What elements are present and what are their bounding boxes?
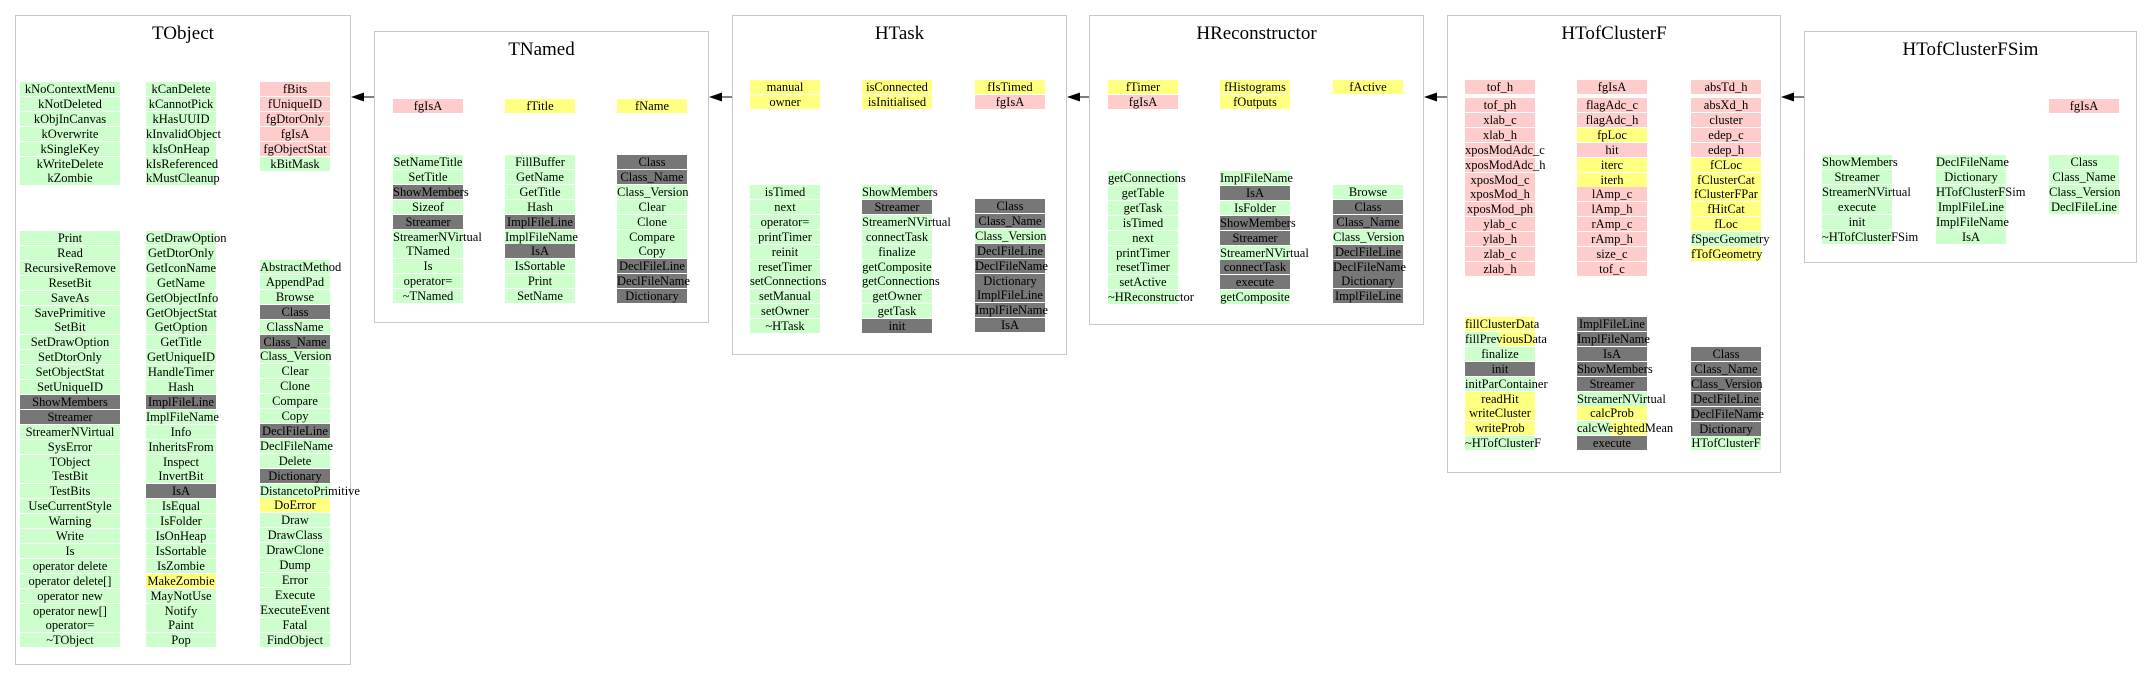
member-htask: isInitialised: [862, 95, 932, 109]
member-tnamed: FillBuffer: [505, 155, 575, 169]
member-htask: Class_Version: [975, 228, 1047, 243]
member-htask: printTimer: [750, 230, 820, 244]
member-tobject: GetDtorOnly: [146, 246, 216, 260]
member-tobject: operator new[]: [20, 604, 120, 618]
member-tobject: FindObject: [260, 633, 330, 647]
member-htofcf: writeCluster: [1465, 406, 1535, 420]
member-tnamed: fTitle: [505, 99, 575, 113]
member-tobject: MakeZombie: [147, 573, 215, 588]
member-tnamed: Class: [617, 155, 687, 169]
member-tobject: GetUniqueID: [146, 350, 216, 365]
member-htask: ShowMembers: [862, 185, 938, 199]
member-tobject: HandleTimer: [147, 365, 215, 380]
member-tobject: Write: [20, 529, 120, 543]
member-htofcf: fLoc: [1691, 217, 1761, 231]
member-tnamed: Is: [393, 259, 463, 273]
member-tobject: Fatal: [260, 618, 330, 632]
member-tobject: GetIconName: [146, 260, 217, 275]
member-tobject: DoError: [260, 498, 330, 512]
member-tobject: DeclFileLine: [260, 424, 330, 438]
member-htofcf: fCLoc: [1691, 158, 1761, 172]
member-tobject: TestBit: [20, 469, 120, 483]
member-tobject: fgIsA: [260, 127, 330, 141]
member-tnamed: operator=: [393, 274, 463, 288]
member-tobject: ImplFileLine: [146, 395, 216, 409]
member-htofcfsim: StreamerNVirtual: [1822, 184, 1911, 199]
member-hrecon: resetTimer: [1108, 260, 1178, 274]
member-htask: next: [750, 200, 820, 214]
member-htofcf: xposModAdc_h: [1465, 157, 1546, 172]
member-tobject: SysError: [20, 440, 120, 454]
member-tobject: fgDtorOnly: [260, 112, 330, 126]
member-tobject: ShowMembers: [20, 395, 120, 409]
member-hrecon: ~HReconstructor: [1108, 290, 1194, 305]
member-htofcf: writeProb: [1465, 421, 1535, 435]
member-tobject: operator new: [20, 589, 120, 603]
member-tobject: fUniqueID: [260, 97, 330, 111]
member-tnamed: StreamerNVirtual: [393, 229, 482, 244]
member-tobject: ~TObject: [20, 633, 120, 647]
member-htask: setManual: [750, 289, 820, 303]
member-htofcf: fillPreviousData: [1465, 331, 1547, 346]
member-tnamed: Copy: [617, 244, 687, 258]
member-hrecon: ImplFileName: [1220, 171, 1293, 185]
member-htask: fIsTimed: [975, 80, 1045, 94]
member-htask: Class_Name: [975, 214, 1045, 228]
member-hrecon: Streamer: [1220, 231, 1290, 245]
member-tobject: Is: [20, 544, 120, 558]
member-hrecon: Class_Name: [1333, 215, 1403, 229]
member-tobject: Read: [20, 246, 120, 260]
member-tnamed: DeclFileLine: [617, 259, 687, 273]
member-tobject: IsA: [146, 484, 216, 498]
member-tobject: kIsReferenced: [146, 156, 219, 171]
member-tobject: Compare: [260, 394, 330, 408]
member-tobject: SavePrimitive: [20, 306, 120, 320]
member-htofcfsim: Streamer: [1822, 170, 1892, 184]
member-htask: Class: [975, 199, 1045, 213]
member-tobject: GetName: [146, 276, 216, 290]
member-htofcf: cluster: [1691, 113, 1761, 127]
member-htofcf: lAmp_c: [1577, 187, 1647, 201]
member-tobject: InvertBit: [146, 469, 216, 483]
member-htofcfsim: fgIsA: [2049, 99, 2119, 113]
member-hrecon: fOutputs: [1220, 95, 1290, 109]
member-tobject: GetObjectStat: [146, 305, 217, 320]
member-tobject: TObject: [20, 455, 120, 469]
member-tobject: ClassName: [260, 320, 330, 334]
member-htofcf: xposModAdc_c: [1465, 142, 1545, 157]
member-hrecon: execute: [1220, 275, 1290, 289]
member-tobject: Browse: [260, 290, 330, 304]
member-htofcfsim: ImplFileLine: [1936, 200, 2006, 214]
member-htofcf: rAmp_c: [1577, 217, 1647, 231]
member-tnamed: fgIsA: [393, 99, 463, 113]
member-htofcf: readHit: [1465, 392, 1535, 406]
member-htofcf: Streamer: [1577, 377, 1647, 391]
member-htofcf: fHitCat: [1691, 202, 1761, 216]
member-htofcf: hit: [1577, 143, 1647, 157]
member-htofcf: zlab_h: [1465, 262, 1535, 276]
member-htofcf: xlab_c: [1465, 113, 1535, 127]
member-htofcf: DeclFileLine: [1691, 392, 1761, 406]
member-tobject: DrawClone: [260, 543, 330, 557]
member-tobject: MayNotUse: [146, 589, 216, 603]
class-title-htofcfsim: HTofClusterFSim: [1902, 39, 2039, 60]
member-htask: init: [862, 319, 932, 333]
member-tobject: Draw: [260, 513, 330, 527]
member-htofcf: fillClusterData: [1465, 317, 1540, 331]
member-htofcf: xposMod_h: [1465, 187, 1535, 201]
member-htask: Streamer: [862, 200, 932, 214]
member-tobject: Dictionary: [260, 469, 330, 483]
member-hrecon: getTable: [1108, 186, 1178, 200]
member-tobject: Error: [260, 573, 330, 587]
member-tnamed: Class_Name: [617, 170, 687, 184]
member-hrecon: IsA: [1220, 186, 1290, 200]
member-tobject: GetTitle: [146, 335, 216, 349]
member-htofcf: tof_h: [1465, 80, 1535, 94]
member-tobject: Execute: [260, 588, 330, 602]
member-tobject: kNotDeleted: [20, 97, 120, 111]
member-htofcf: fTofGeometry: [1691, 247, 1763, 261]
member-htofcf: fpLoc: [1577, 128, 1647, 142]
member-htofcfsim: IsA: [1936, 230, 2006, 244]
member-tobject: Delete: [260, 454, 330, 468]
member-htask: setOwner: [750, 304, 820, 318]
member-htask: finalize: [862, 245, 932, 259]
member-hrecon: isTimed: [1108, 216, 1178, 230]
member-hrecon: Dictionary: [1333, 274, 1403, 288]
member-tobject: GetDrawOption: [146, 231, 227, 245]
member-htask: DeclFileLine: [975, 244, 1045, 258]
member-htask: ImplFileName: [975, 303, 1048, 318]
member-htofcf: edep_c: [1691, 128, 1761, 142]
member-tobject: IsOnHeap: [146, 529, 216, 543]
member-htofcf: Dictionary: [1691, 422, 1761, 436]
member-tnamed: Streamer: [393, 215, 463, 229]
member-htofcfsim: Class_Version: [2049, 184, 2121, 199]
member-htofcfsim: Class_Name: [2049, 170, 2119, 184]
member-tobject: AppendPad: [260, 275, 330, 289]
member-tobject: kObjInCanvas: [20, 112, 120, 126]
member-hrecon: ImplFileLine: [1333, 289, 1403, 303]
member-htofcf: lAmp_h: [1577, 202, 1647, 216]
member-tnamed: Clear: [617, 200, 687, 214]
class-title-htofcf: HTofClusterF: [1561, 23, 1667, 44]
member-tobject: kInvalidObject: [146, 126, 221, 141]
member-hrecon: StreamerNVirtual: [1220, 245, 1309, 260]
member-htofcf: absXd_h: [1691, 98, 1761, 112]
member-tnamed: Sizeof: [393, 200, 463, 214]
member-tobject: ExecuteEvent: [260, 602, 330, 617]
member-tnamed: Clone: [617, 215, 687, 229]
member-htofcf: xposMod_ph: [1465, 202, 1535, 216]
member-htofcf: fClusterFPar: [1691, 187, 1761, 201]
member-tobject: DrawClass: [260, 528, 330, 542]
member-tnamed: Hash: [505, 200, 575, 214]
member-hrecon: getComposite: [1220, 290, 1290, 305]
member-tnamed: SetName: [505, 289, 575, 303]
member-htask: operator=: [750, 215, 820, 229]
member-tobject: SetDrawOption: [20, 335, 120, 349]
member-tobject: Class_Version: [260, 349, 332, 364]
member-htask: ~HTask: [750, 319, 820, 333]
member-tobject: IsZombie: [146, 559, 216, 573]
member-tobject: Class: [260, 305, 330, 319]
member-tnamed: Compare: [617, 230, 687, 244]
member-tobject: operator delete[]: [20, 574, 120, 588]
member-hrecon: fHistograms: [1220, 80, 1290, 94]
member-tnamed: ImplFileLine: [505, 215, 575, 229]
member-htofcf: fgIsA: [1577, 80, 1647, 94]
member-htask: resetTimer: [750, 260, 820, 274]
member-hrecon: getConnections: [1108, 171, 1186, 185]
member-htofcfsim: DeclFileName: [1936, 155, 2009, 169]
member-htofcfsim: ShowMembers: [1822, 155, 1898, 169]
member-htofcf: StreamerNVirtual: [1577, 391, 1666, 406]
member-tnamed: IsA: [505, 244, 575, 258]
inheritance-arrow-head: [1781, 93, 1794, 102]
member-tnamed: Dictionary: [617, 289, 687, 303]
member-htofcf: DeclFileName: [1691, 406, 1764, 421]
member-tnamed: fName: [617, 99, 687, 113]
member-htask: reinit: [750, 245, 820, 259]
member-hrecon: DeclFileName: [1333, 259, 1406, 274]
member-htask: getTask: [862, 304, 932, 318]
member-htofcf: finalize: [1465, 347, 1535, 361]
member-htask: fgIsA: [975, 95, 1045, 109]
member-tobject: operator=: [20, 618, 120, 632]
member-hrecon: Class_Version: [1333, 229, 1405, 244]
inheritance-arrow-head: [709, 93, 722, 102]
member-tobject: Pop: [146, 633, 216, 647]
member-htask: isTimed: [750, 185, 820, 199]
member-tobject: Clear: [260, 364, 330, 378]
member-htofcf: iterc: [1577, 158, 1647, 172]
member-tobject: Copy: [260, 409, 330, 423]
member-htofcfsim: init: [1822, 215, 1892, 229]
member-tobject: IsFolder: [146, 514, 216, 528]
member-htofcf: calcWeightedMean: [1577, 421, 1674, 436]
member-tobject: kSingleKey: [20, 142, 120, 156]
member-tobject: TestBits: [20, 484, 120, 498]
member-tobject: Inspect: [146, 455, 216, 469]
member-hrecon: DeclFileLine: [1333, 245, 1403, 259]
member-tobject: InheritsFrom: [146, 440, 216, 454]
member-hrecon: connectTask: [1220, 260, 1290, 274]
member-tobject: kNoContextMenu: [20, 82, 120, 96]
member-htofcf: ylab_c: [1465, 217, 1535, 231]
member-htask: ImplFileLine: [975, 288, 1045, 302]
member-tnamed: Class_Version: [617, 184, 689, 199]
inheritance-arrow-head: [351, 93, 364, 102]
member-tnamed: DeclFileName: [617, 274, 690, 289]
member-hrecon: fTimer: [1108, 80, 1178, 94]
member-htofcf: tof_ph: [1465, 98, 1535, 112]
member-tobject: kCanDelete: [146, 82, 216, 96]
member-htask: isConnected: [862, 80, 932, 94]
member-hrecon: fActive: [1333, 80, 1403, 94]
member-tobject: Info: [146, 425, 216, 439]
member-tobject: kIsOnHeap: [146, 142, 216, 156]
member-htofcf: Class_Name: [1691, 362, 1761, 376]
member-tobject: RecursiveRemove: [20, 261, 120, 275]
member-tobject: kWriteDelete: [20, 157, 120, 171]
class-title-htask: HTask: [874, 23, 925, 44]
member-tobject: GetOption: [146, 320, 216, 334]
member-htofcf: iterh: [1577, 173, 1647, 187]
member-htofcf: xlab_h: [1465, 128, 1535, 142]
member-htofcf: absTd_h: [1691, 80, 1761, 94]
member-htofcf: calcProb: [1577, 406, 1647, 420]
member-htofcf: ImplFileName: [1577, 331, 1650, 346]
member-htask: Dictionary: [975, 274, 1045, 288]
member-htofcf: IsA: [1577, 347, 1647, 361]
member-htask: setConnections: [750, 274, 827, 289]
member-htofcf: flagAdc_h: [1577, 113, 1647, 127]
member-tobject: fgObjectStat: [260, 142, 330, 156]
member-htofcf: rAmp_h: [1577, 232, 1647, 246]
member-tobject: Hash: [146, 380, 216, 394]
member-htask: DeclFileName: [975, 258, 1048, 273]
member-tobject: Class_Name: [260, 335, 330, 349]
member-htofcf: zlab_c: [1465, 247, 1535, 261]
member-htask: getOwner: [862, 289, 932, 303]
member-tobject: Dump: [260, 558, 330, 572]
member-tobject: SetUniqueID: [20, 380, 120, 394]
member-tobject: kCannotPick: [146, 97, 216, 111]
member-tobject: Streamer: [20, 410, 120, 424]
member-hrecon: ShowMembers: [1220, 215, 1296, 230]
member-tnamed: SetNameTitle: [393, 155, 463, 169]
member-htask: connectTask: [862, 230, 932, 244]
member-tnamed: GetName: [505, 170, 575, 184]
member-tobject: kHasUUID: [146, 112, 216, 126]
member-htofcf: tof_c: [1577, 262, 1647, 276]
member-htofcfsim: Class: [2049, 155, 2119, 169]
member-htask: IsA: [975, 318, 1045, 332]
member-hrecon: Browse: [1333, 185, 1403, 199]
member-htofcfsim: ~HTofClusterFSim: [1822, 229, 1919, 244]
member-htofcfsim: DeclFileLine: [2049, 200, 2119, 214]
member-tobject: Warning: [20, 514, 120, 528]
member-hrecon: getTask: [1108, 201, 1178, 215]
member-tobject: ResetBit: [20, 276, 120, 290]
class-title-hrecon: HReconstructor: [1196, 23, 1317, 44]
inheritance-arrow-head: [1067, 93, 1080, 102]
member-htofcf: init: [1465, 362, 1535, 376]
member-tobject: Notify: [146, 604, 216, 618]
member-hrecon: printTimer: [1108, 246, 1178, 260]
member-htofcf: fSpecGeometry: [1691, 232, 1770, 247]
member-tobject: DistancetoPrimitive: [260, 483, 360, 498]
member-htofcf: execute: [1577, 436, 1647, 450]
member-htofcf: size_c: [1577, 247, 1647, 261]
member-tobject: UseCurrentStyle: [20, 499, 120, 513]
member-htask: manual: [750, 80, 820, 94]
member-htask: getConnections: [862, 274, 940, 289]
member-htofcfsim: HTofClusterFSim: [1936, 184, 2026, 199]
inheritance-arrow-head: [1424, 93, 1437, 102]
member-tnamed: ~TNamed: [393, 289, 463, 303]
member-tobject: kOverwrite: [20, 127, 120, 141]
member-tobject: SetBit: [20, 320, 120, 334]
member-tobject: IsEqual: [146, 499, 216, 513]
member-htofcf: Class_Version: [1691, 376, 1763, 391]
member-tobject: DeclFileName: [260, 438, 333, 453]
member-hrecon: fgIsA: [1108, 95, 1178, 109]
member-tobject: SetDtorOnly: [20, 350, 120, 364]
member-htask: owner: [750, 95, 820, 109]
member-htask: StreamerNVirtual: [862, 214, 951, 229]
member-htofcfsim: ImplFileName: [1936, 214, 2009, 229]
member-tnamed: GetTitle: [505, 185, 575, 199]
member-tobject: kMustCleanup: [146, 171, 220, 186]
member-hrecon: IsFolder: [1220, 201, 1290, 215]
member-htofcf: ylab_h: [1465, 232, 1535, 246]
member-htofcf: edep_h: [1691, 143, 1761, 157]
member-htofcf: ImplFileLine: [1577, 317, 1647, 331]
member-htask: getComposite: [862, 259, 932, 274]
member-htofcf: flagAdc_c: [1577, 98, 1647, 112]
member-tobject: kZombie: [20, 171, 120, 185]
member-tnamed: IsSortable: [505, 259, 575, 273]
member-tobject: IsSortable: [146, 544, 216, 558]
member-tobject: GetObjectInfo: [146, 290, 219, 305]
member-tnamed: TNamed: [393, 244, 463, 258]
member-tnamed: ImplFileName: [505, 229, 578, 244]
member-htofcf: ShowMembers: [1577, 361, 1653, 376]
member-tobject: kBitMask: [260, 157, 330, 171]
member-htofcf: HTofClusterF: [1691, 436, 1761, 451]
member-tobject: Paint: [146, 618, 216, 632]
member-tobject: SetObjectStat: [20, 365, 120, 379]
member-tobject: Clone: [260, 379, 330, 393]
member-htofcf: xposMod_c: [1465, 173, 1535, 187]
member-tnamed: Print: [505, 274, 575, 288]
member-tobject: operator delete: [20, 559, 120, 573]
class-title-tnamed: TNamed: [508, 39, 575, 60]
member-hrecon: setActive: [1108, 275, 1178, 289]
member-tnamed: SetTitle: [393, 170, 463, 184]
member-htofcf: ~HTofClusterF: [1465, 436, 1542, 451]
member-tobject: StreamerNVirtual: [20, 425, 120, 439]
member-hrecon: Class: [1333, 200, 1403, 214]
member-tobject: AbstractMethod: [260, 260, 342, 274]
member-tnamed: ShowMembers: [393, 184, 469, 199]
member-htofcfsim: execute: [1822, 200, 1892, 214]
member-hrecon: next: [1108, 231, 1178, 245]
member-tobject: ImplFileName: [146, 409, 219, 424]
member-htofcf: initParContainer: [1465, 376, 1548, 391]
member-tobject: fBits: [260, 82, 330, 96]
member-tobject: Print: [20, 231, 120, 245]
member-htofcf: fClusterCat: [1691, 173, 1761, 187]
member-htofcf: Class: [1691, 347, 1761, 361]
class-title-tobject: TObject: [152, 23, 214, 44]
member-tobject: SaveAs: [20, 291, 120, 305]
member-htofcfsim: Dictionary: [1936, 170, 2006, 184]
